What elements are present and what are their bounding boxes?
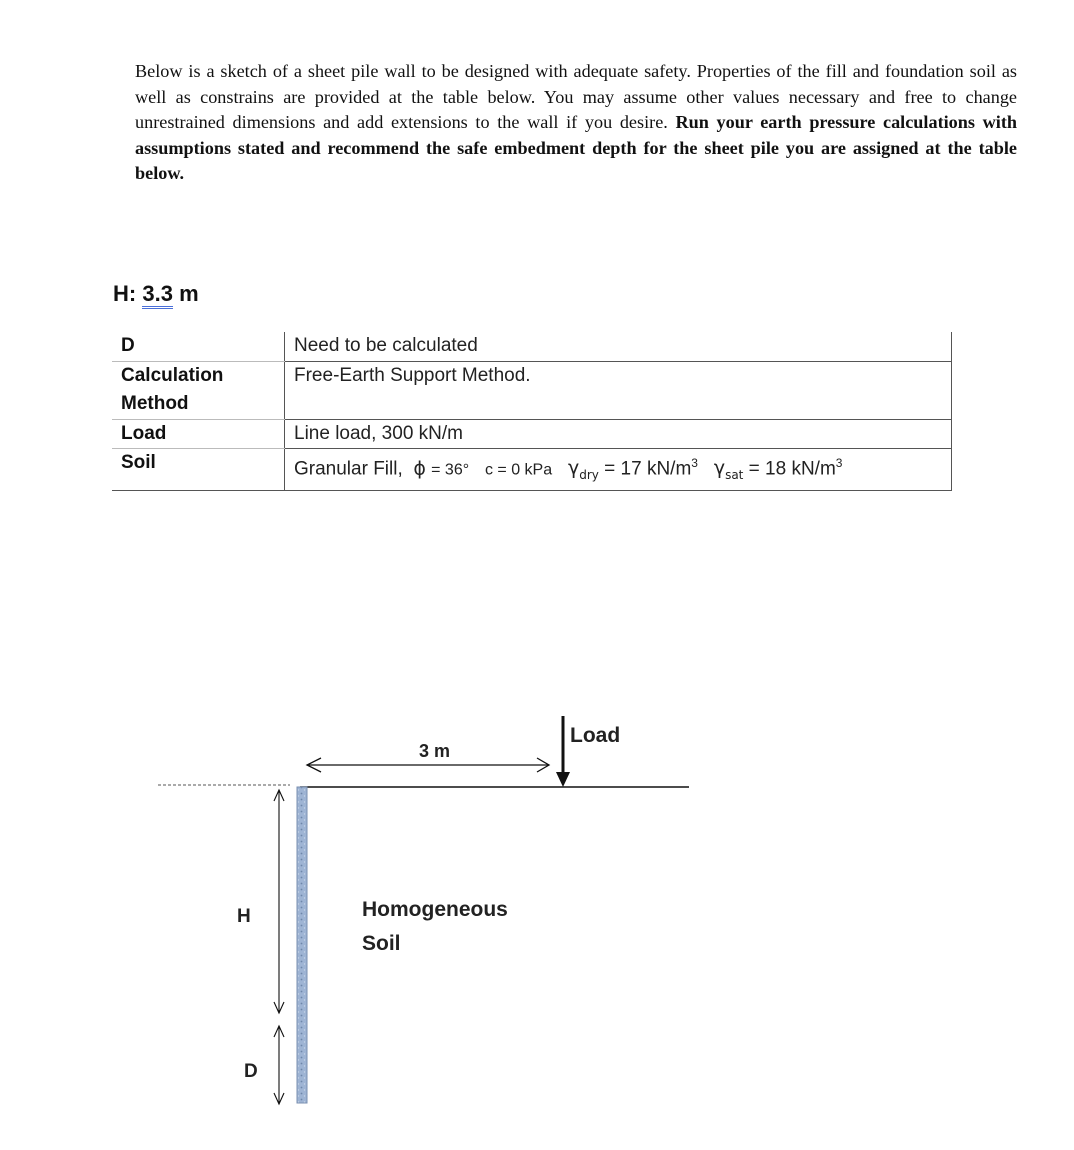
- phi-value: = 36°: [431, 461, 470, 479]
- gamma-dry-exponent: 3: [691, 456, 698, 470]
- row-label: Soil: [112, 449, 285, 491]
- d-label: D: [244, 1061, 258, 1082]
- row-value: Need to be calculated: [285, 332, 952, 361]
- cohesion-value: c = 0 kPa: [484, 461, 553, 479]
- distance-label: 3 m: [419, 741, 451, 761]
- gamma-sat-exponent: 3: [835, 456, 843, 470]
- load-label: Load: [570, 724, 621, 747]
- height-unit: m: [179, 281, 199, 306]
- row-label: Calculation Method: [112, 361, 285, 419]
- statement-bold-text: Run your earth pressure calculations with assumptions stated and recommend the safe embedment depth for the sheet pile you are assigned at the table below.: [135, 112, 1017, 184]
- sheet-pile-wall: [297, 787, 307, 1103]
- height-dimension-arrow: [274, 790, 284, 1013]
- row-label: Load: [112, 419, 285, 449]
- height-value: 3.3: [142, 281, 173, 309]
- soil-label-line1: Homogeneous: [362, 898, 508, 921]
- soil-type: Granular Fill,: [294, 458, 403, 480]
- row-value: Line load, 300 kN/m: [285, 419, 952, 449]
- row-label: D: [112, 332, 285, 361]
- load-arrow: [556, 716, 570, 787]
- row-value: Free-Earth Support Method.: [285, 361, 952, 419]
- depth-dimension-arrow: [274, 1026, 284, 1104]
- gamma-sat-symbol: $\gamma_{sat}$: [713, 457, 744, 483]
- gamma-dry-symbol: $\gamma_{dry}$: [567, 457, 599, 483]
- gamma-sat-value: = 18 kN/m: [748, 458, 836, 480]
- phi-symbol: ϕ: [413, 457, 426, 480]
- statement-text: Below is a sketch of a sheet pile wall to be designed with adequate safety. Properties of the fill and foundation soil as well as constrains are provided at the table below. You may assume other values necessary and free to change unrestrained dimensions and add extensions to the wall if you desire.: [135, 61, 1017, 133]
- gamma-dry-value: = 17 kN/m: [604, 458, 692, 480]
- soil-label-line2: Soil: [362, 932, 401, 955]
- h-label: H: [237, 906, 251, 927]
- height-label: H:: [113, 281, 137, 306]
